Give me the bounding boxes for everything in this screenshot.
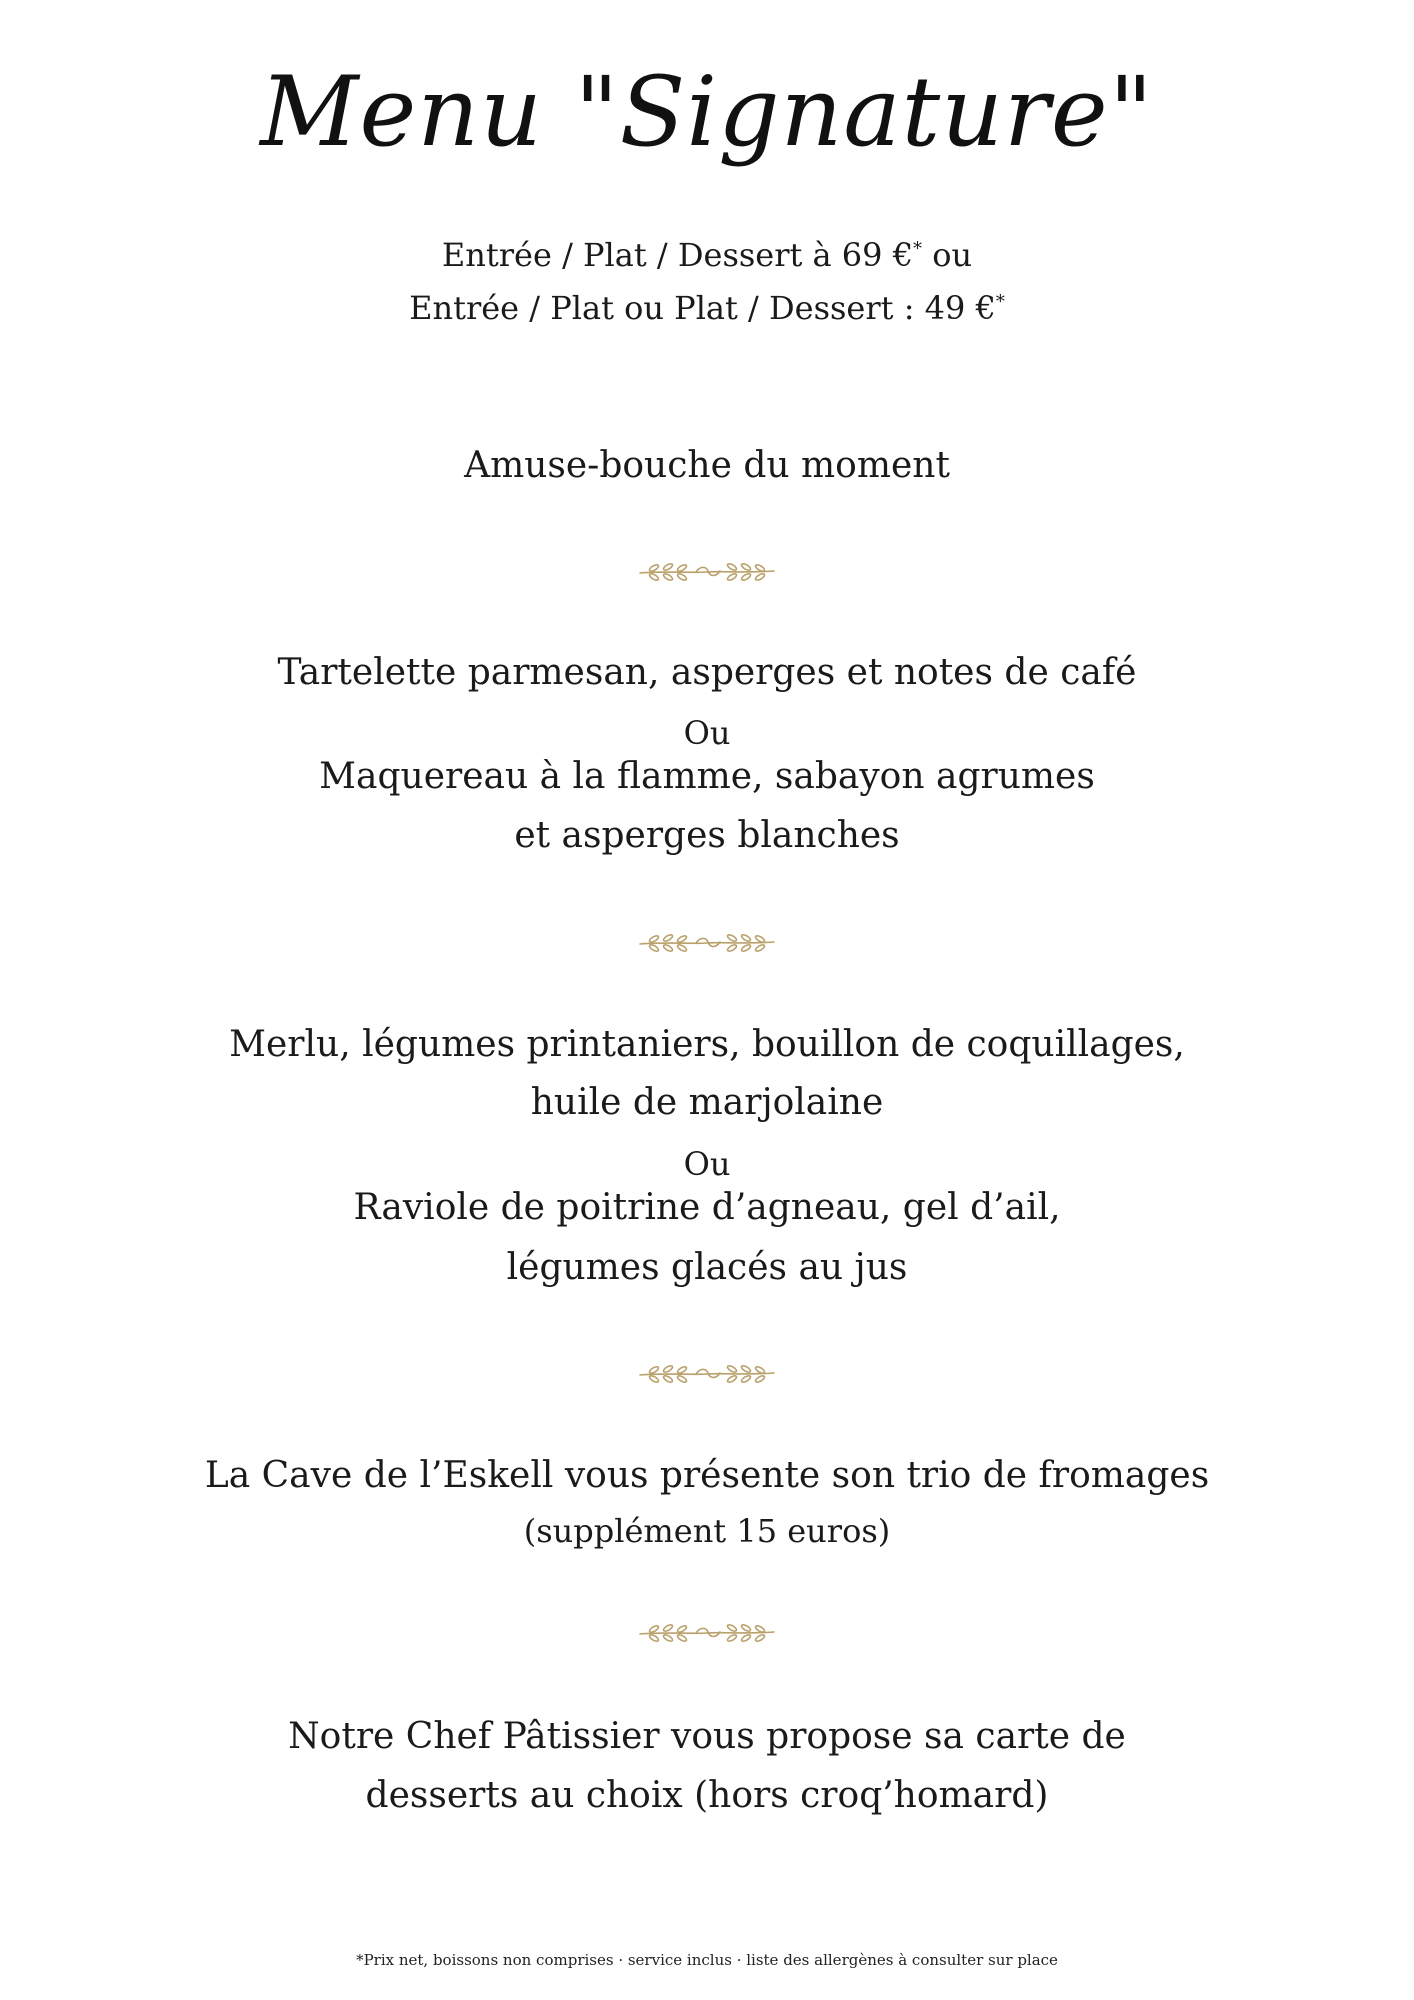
price-line-two-course [0,289,1414,327]
cheese-line-2: (supplément 15 euros) [523,1512,891,1550]
price-two-mark: * [995,291,1005,313]
dessert-line-2: desserts au choix (hors croq’homard) [365,1775,1049,1816]
price-line-full-menu [0,236,1414,274]
cheese-line-1: La Cave de l’Eskell vous présente son trio de fromages [204,1455,1210,1496]
price-two-text: Entrée / Plat ou Plat / Dessert : 49 € [409,289,996,327]
price-full-text: Entrée / Plat / Dessert à 69 € [441,236,914,274]
main-option-1-line-2: huile de marjolaine [530,1082,884,1123]
amuse-bouche: Amuse-bouche du moment [464,445,950,486]
menu-title: Menu "Signature" [260,56,1154,168]
leaf-divider-icon [636,1359,778,1389]
main-option-2-line-1: Raviole de poitrine d’agneau, gel d’ail, [353,1187,1061,1228]
leaf-divider-icon [636,1618,778,1648]
leaf-divider-icon [636,928,778,958]
starter-separator: Ou [683,714,731,752]
price-full-suffix: ou [922,236,973,274]
price-full-mark: * [913,238,923,260]
starter-option-2-line-1: Maquereau à la flamme, sabayon agrumes [319,756,1095,797]
starter-option-1: Tartelette parmesan, asperges et notes de café [277,652,1137,693]
footnote: *Prix net, boissons non comprises · service inclus · liste des allergènes à consulter sur place [356,1951,1058,1969]
starter-option-2-line-2: et asperges blanches [514,815,900,856]
leaf-divider-icon [636,557,778,587]
main-option-2-line-2: légumes glacés au jus [506,1247,908,1288]
main-option-1-line-1: Merlu, légumes printaniers, bouillon de coquillages, [229,1024,1185,1065]
dessert-line-1: Notre Chef Pâtissier vous propose sa carte de [288,1716,1126,1757]
main-separator: Ou [683,1145,731,1183]
